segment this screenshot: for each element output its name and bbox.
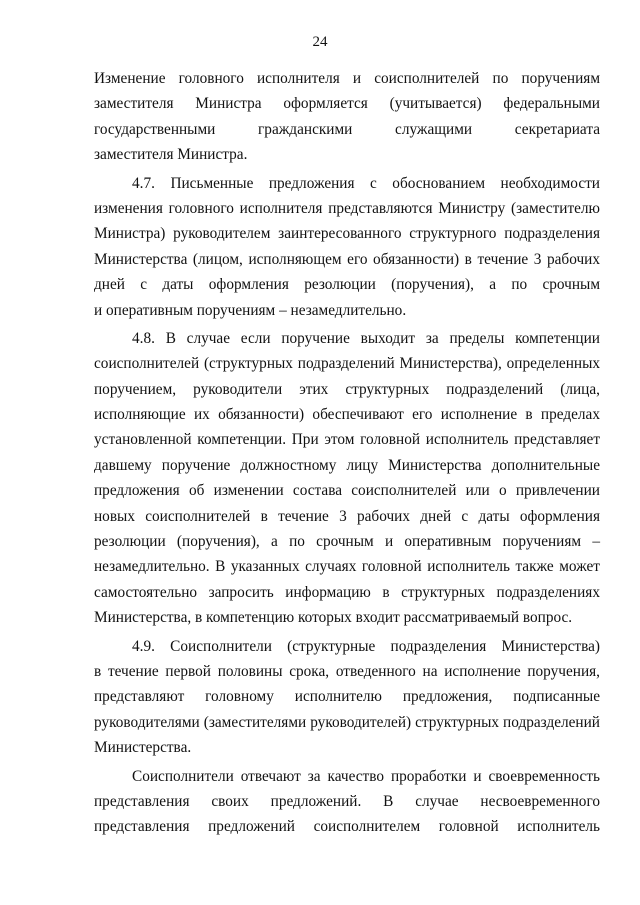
text-line: представляют головному исполнителю предложения, подписанные	[94, 688, 600, 706]
text-line: заместителя Министра.	[94, 146, 248, 164]
text-line: резолюции (поручения), а по срочным и оперативным поручениям –	[94, 533, 600, 551]
text-line: дней с даты оформления резолюции (поручения), а по срочным	[94, 276, 600, 294]
text-line: 4.9. Соисполнители (структурные подразделения Министерства)	[132, 637, 600, 655]
text-line: государственными гражданскими служащими секретариата	[94, 120, 600, 138]
text-line: и оперативным поручениям – незамедлительно.	[94, 301, 407, 319]
text-line: изменения головного исполнителя представляются Министру (заместителю	[94, 199, 600, 217]
text-line: Министерства (лицом, исполняющем его обязанности) в течение 3 рабочих	[94, 250, 600, 268]
text-line: 4.7. Письменные предложения с обоснованием необходимости	[132, 174, 600, 192]
text-line: исполняющие их обязанности) обеспечивают его исполнение в пределах	[94, 406, 600, 424]
text-line: представления своих предложений. В случае несвоевременного	[94, 792, 600, 810]
text-line: заместителя Министра оформляется (учитывается) федеральными	[94, 95, 600, 113]
text-line: 4.8. В случае если поручение выходит за пределы компетенции	[132, 329, 600, 347]
paragraph	[94, 326, 600, 631]
text-line: Соисполнители отвечают за качество проработки и своевременность	[132, 767, 600, 785]
text-line: Министра) руководителем заинтересованного структурного подразделения	[94, 225, 600, 243]
text-line: Изменение головного исполнителя и соисполнителей по поручениям	[94, 70, 600, 87]
paragraph	[94, 634, 600, 761]
text-line: поручением, руководители этих структурных подразделений (лица,	[94, 380, 600, 398]
text-line: предложения об изменении состава соисполнителей или о привлечении	[94, 482, 600, 500]
text-line: соисполнителей (структурных подразделений Министерства), определенных	[94, 355, 600, 373]
document-body	[94, 66, 600, 840]
text-line: новых соисполнителей в течение 3 рабочих дней с даты оформления	[94, 507, 600, 525]
text-line: представления предложений соисполнителем головной исполнитель	[94, 818, 600, 836]
text-line: давшему поручение должностному лицу Министерства дополнительные	[94, 456, 600, 474]
paragraph	[94, 66, 600, 168]
text-line: Министерства, в компетенцию которых входит рассматриваемый вопрос.	[94, 609, 573, 627]
paragraph	[94, 764, 600, 840]
text-line: незамедлительно. В указанных случаях головной исполнитель также может	[94, 558, 600, 576]
paragraph	[94, 171, 600, 323]
text-line: установленной компетенции. При этом головной исполнитель представляет	[94, 431, 600, 449]
page-number: 24	[312, 34, 328, 50]
text-line: Министерства.	[94, 739, 192, 757]
text-line: самостоятельно запросить информацию в структурных подразделениях	[94, 583, 600, 601]
text-line: в течение первой половины срока, отведенного на исполнение поручения,	[94, 662, 600, 680]
text-line: руководителями (заместителями руководителей) структурных подразделений	[94, 713, 600, 731]
